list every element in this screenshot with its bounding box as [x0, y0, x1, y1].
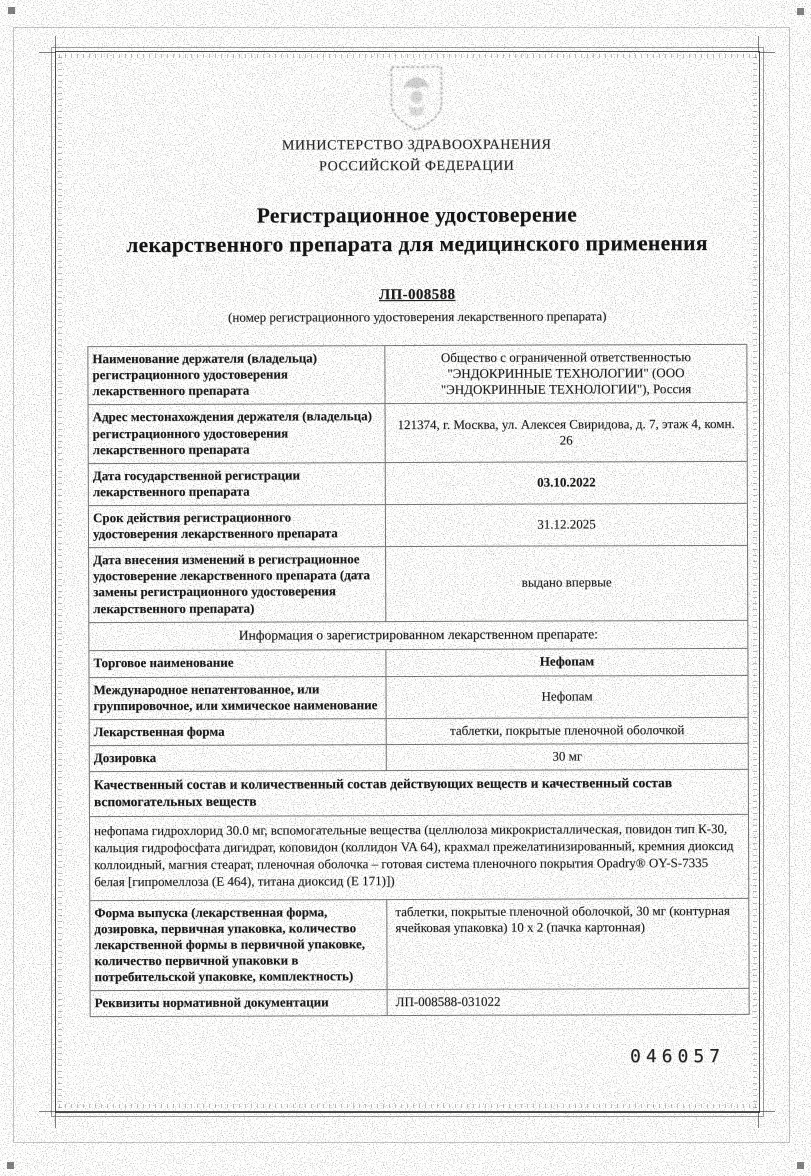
- certificate-table: [87, 344, 749, 1017]
- registration-number: [87, 286, 747, 305]
- row-label: Наименование держателя (владельца) регистрационного удостоверения лекарственного препарата: [92, 350, 318, 399]
- frame-corner-step: [39, 36, 56, 53]
- composition-body: нефопама гидрохлорид 30.0 мг, вспомогательные вещества (целлюлоза микрокристаллическая, повидон тип К-30, кальция гидрофосфата дигидрат, коповидон (коллидон VA 64), крахмал прежелатинизированный, кремния диоксид коллоидный, магния стеарат, пленочная оболочка – готовая система пленочного покрытия Opadry® OY-S-7335 белая [гипромеллоза (Е 464), титана диоксид (Е 171)]): [93, 820, 734, 889]
- table-row-amendment-date: [89, 545, 747, 622]
- frame-corner-mark: [797, 8, 804, 15]
- row-value: [386, 898, 748, 989]
- row-label: Дата государственной регистрации лекарственного препарата: [92, 467, 300, 500]
- info-section-header: Информация о зарегистрированном лекарственном препарате:: [238, 626, 598, 643]
- document-title-line1: Регистрационное удостоверение: [256, 202, 578, 228]
- table-row-holder-address: [89, 402, 747, 463]
- ministry-name-line2: РОССИЙСКОЙ ФЕДЕРАЦИИ: [319, 158, 515, 175]
- form-serial-number: 046057: [630, 1046, 726, 1067]
- row-label: Лекарственная форма: [93, 723, 225, 739]
- composition-header: Качественный состав и количественный состав действующих веществ и качественный состав вспомогательных веществ: [93, 775, 673, 810]
- table-row-trade-name: [89, 648, 747, 676]
- row-value: [387, 989, 749, 1015]
- row-label: Срок действия регистрационного удостоверения лекарственного препарата: [92, 509, 338, 542]
- frame-hatching: [59, 1104, 756, 1108]
- table-row-info-header: [89, 620, 747, 651]
- frame-corner-mark: [797, 1162, 804, 1169]
- validity-date-value: 31.12.2025: [537, 516, 596, 532]
- table-row-composition-header: [90, 769, 748, 816]
- row-value: [385, 546, 747, 621]
- row-value: [386, 744, 748, 770]
- row-label: Международное непатентованное, или группировочное, или химическое наименование: [93, 680, 378, 713]
- holder-address-value: 121374, г. Москва, ул. Алексея Свиридова, д. 7, этаж 4, комн. 26: [397, 415, 735, 448]
- frame-hatching: [58, 57, 62, 1108]
- dosage-value: 30 мг: [552, 748, 583, 764]
- row-value: [386, 718, 748, 744]
- registration-number-caption: (номер регистрационного удостоверения лекарственного препарата): [228, 308, 607, 325]
- row-label: Реквизиты нормативной документации: [94, 994, 329, 1011]
- russia-coat-of-arms-icon: [385, 64, 447, 134]
- document-title-line2: лекарственного препарата для медицинского применения: [126, 230, 708, 257]
- table-row-holder-name: [88, 345, 746, 405]
- table-row-dosage: [90, 743, 748, 771]
- row-value: [385, 403, 747, 462]
- frame-corner-step: [39, 1111, 56, 1128]
- frame-corner-step: [758, 1111, 775, 1128]
- table-row-dosage-form: [90, 717, 748, 745]
- table-row-composition-body: [90, 814, 748, 900]
- row-label: Адрес местонахождения держателя (владельца) регистрационного удостоверения лекарственного препарата: [92, 408, 372, 457]
- row-label: Форма выпуска (лекарственная форма, дозировка, первичная упаковка, количество лекарственной формы в первичной упаковке, количество первичной упаковки в потребительской упаковке, комплектность): [94, 903, 366, 985]
- row-value: [385, 675, 747, 717]
- release-form-value: таблетки, покрытые пленочной оболочкой, 30 мг (контурная ячейковая упаковка) 10 х 2 (пачка картонная): [395, 902, 730, 935]
- registration-number-value: ЛП-008588: [378, 286, 456, 304]
- registration-date-value: 03.10.2022: [537, 474, 596, 490]
- frame-hatching: [753, 57, 757, 1108]
- table-row-inn-name: [89, 674, 747, 719]
- ministry-name-line1: МИНИСТЕРСТВО ЗДРАВООХРАНЕНИЯ: [281, 137, 552, 154]
- table-row-release-form: [90, 897, 748, 990]
- amendment-date-value: выдано впервые: [521, 574, 612, 591]
- frame-corner-mark: [7, 1162, 14, 1169]
- dosage-form-value: таблетки, покрытые пленочной оболочкой: [449, 721, 685, 738]
- inn-name-value: Нефопам: [541, 687, 593, 704]
- frame-corner-step: [758, 36, 775, 53]
- certificate-content: [86, 55, 749, 1018]
- row-value: [384, 345, 746, 404]
- normative-docs-value: ЛП-008588-031022: [395, 993, 501, 1010]
- row-value: [385, 649, 747, 675]
- row-label: Дата внесения изменений в регистрационное удостоверение лекарственного препарата (дата замены регистрационного удостоверения лекарственного препарата): [93, 551, 371, 616]
- row-value: [385, 504, 747, 546]
- frame-corner-mark: [8, 7, 15, 14]
- row-label: Торговое наименование: [93, 655, 234, 671]
- holder-name-value: Общество с ограниченной ответственностью "ЭНДОКРИННЫЕ ТЕХНОЛОГИИ" (ООО "ЭНДОКРИННЫЕ ТЕХНОЛОГИИ"), Россия: [440, 349, 692, 398]
- row-value: [385, 462, 747, 504]
- row-label: Дозировка: [93, 749, 157, 765]
- table-row-registration-date: [89, 461, 747, 506]
- table-row-normative-docs: [91, 988, 749, 1016]
- trade-name-value: Нефопам: [539, 653, 595, 669]
- table-row-validity-date: [89, 503, 747, 548]
